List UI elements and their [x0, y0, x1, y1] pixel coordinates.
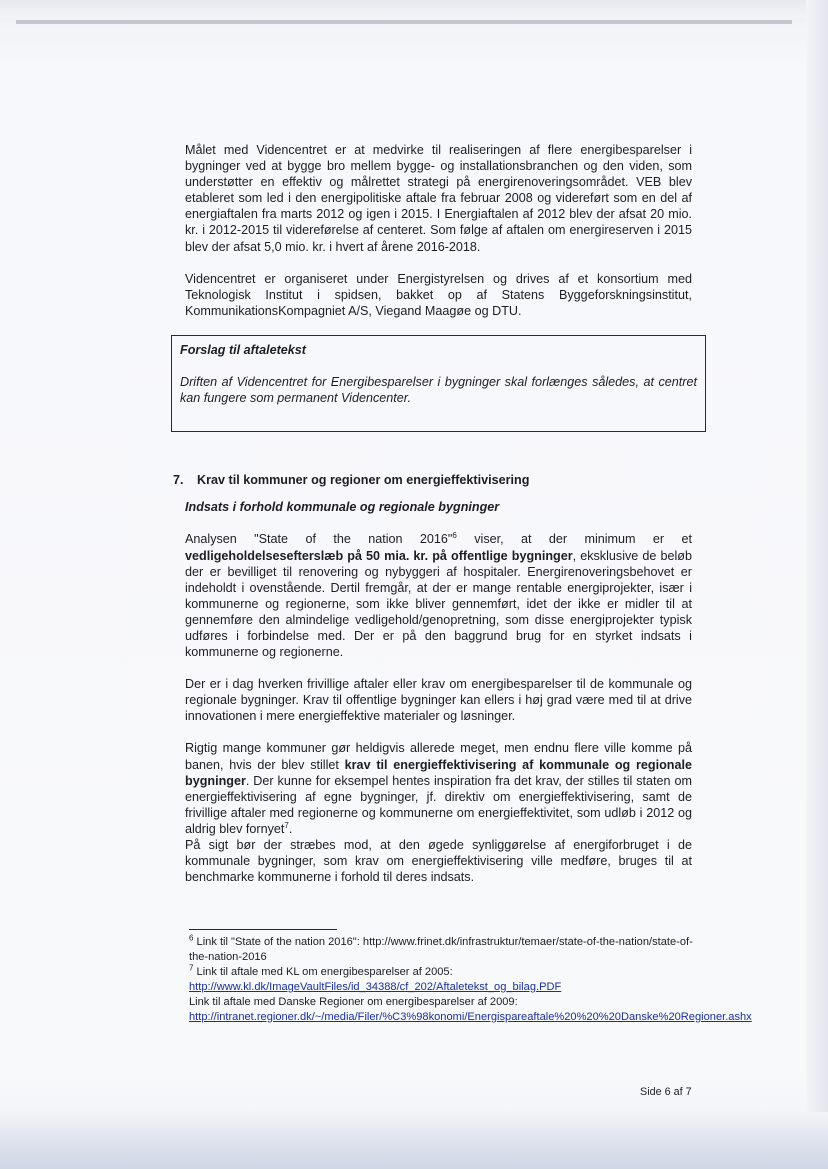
paragraph-benchmark: På sigt bør der stræbes mod, at den øgede synliggørelse af energiforbruget i de kommunale bygninger, som krav om energieffektivisering ville medføre, bruges til at benchmarke kommunerne i forhold til deres indsats.	[185, 838, 692, 885]
proposal-title: Forslag til aftaletekst	[180, 342, 306, 357]
paragraph-analysis	[185, 531, 692, 660]
footnote-separator	[189, 929, 337, 930]
section-subheading: Indsats i forhold kommunale og regionale bygninger	[185, 500, 500, 515]
section-heading	[173, 472, 692, 488]
proposal-box	[171, 335, 706, 432]
requirements-text-start: Rigtig mange kommuner gør heldigvis allerede meget, men endnu flere ville komme på banen, hvis der blev stillet	[185, 741, 692, 772]
scan-right-edge	[806, 0, 828, 1169]
proposal-body: Driften af Videncentret for Energibesparelser i bygninger skal forlænges således, at centret kan fungere som permanent Videncenter.	[180, 375, 697, 406]
link-regions-agreement[interactable]: http://intranet.regioner.dk/~/media/Filer/%C3%98konomi/Energispareaftale%20%20%20Danske%20Regioner.ashx	[189, 1011, 752, 1023]
paragraph-requirements	[185, 740, 692, 837]
link-kl-agreement[interactable]: http://www.kl.dk/ImageVaultFiles/id_34388/cf_202/Aftaletekst_og_bilag.PDF	[189, 981, 562, 993]
analysis-text-start: Analysen "State of the nation 2016"	[185, 532, 453, 547]
paragraph-goal: Målet med Videncentret er at medvirke til realiseringen af flere energibesparelser i bygninger ved at bygge bro mellem bygge- og installationsbranchen og den viden, som understøtter en effektiv og målrettet strategi på energirenoveringsområdet. VEB blev etableret som led i den energipolitiske aftale fra februar 2008 og videreført som en del af energiaftalen fra marts 2012 og igen i 2015. I Energiaftalen af 2012 blev der afsat 20 mio. kr. i 2012-2015 til videreførelse af centeret. Som følge af aftalen om energireserven i 2015 blev der afsat 5,0 mio. kr. i hvert af årene 2016-2018.	[185, 143, 692, 254]
body-content	[173, 142, 697, 901]
section-number: 7.	[173, 473, 184, 488]
scan-top-line	[16, 20, 792, 24]
footnote-7-text-regions: Link til aftale med Danske Regioner om energibesparelser af 2009:	[189, 996, 518, 1008]
footnote-7-link-regions	[189, 1010, 752, 1025]
section-title: Krav til kommuner og regioner om energieffektivisering	[197, 473, 530, 488]
footnote-ref-6[interactable]: 6	[452, 531, 457, 541]
footnote-7-text: Link til aftale med KL om energibesparelser af 2005:	[193, 966, 453, 978]
analysis-text-mid: viser, at der minimum er et	[456, 532, 692, 547]
scan-top-shading	[0, 0, 828, 18]
requirements-bold: krav til energieffektivisering af kommunale og regionale bygninger	[185, 757, 692, 788]
footnote-7-link-kl	[189, 980, 699, 995]
footnote-6	[189, 935, 699, 965]
footnotes	[189, 933, 752, 1025]
paragraph-organisation: Videncentret er organiseret under Energistyrelsen og drives af et konsortium med Teknologisk Institut i spidsen, bakket op af Statens Byggeforskningsinstitut, KommunikationsKompagniet A/S, Viegand Maagøe og DTU.	[185, 271, 692, 318]
footnote-7-mark: 7	[189, 963, 194, 973]
footnote-7	[189, 965, 699, 980]
requirements-text-mid: . Der kunne for eksempel hentes inspiration fra det krav, der stilles til staten om energieffektivisering af egne bygninger, jf. direktiv om energieffektivisering, samt de frivillige aftaler med regionerne og kommunerne om energieffektivitet, som udløb i 2012 og aldrig blev fornyet	[185, 773, 692, 836]
analysis-bold: vedligeholdelsesefterslæb på 50 mia. kr. på offentlige bygninger	[185, 548, 573, 563]
page-number: Side 6 af 7	[640, 1086, 692, 1098]
footnote-ref-7[interactable]: 7	[284, 820, 289, 830]
paragraph-no-agreements: Der er i dag hverken frivillige aftaler eller krav om energibesparelser til de kommunale og regionale bygninger. Krav til offentlige bygninger kan ellers i høj grad være med til at drive innovationen i mere energieffektive materialer og løsninger.	[185, 677, 692, 724]
footnote-6-text: Link til "State of the nation 2016": http://www.frinet.dk/infrastruktur/temaer/state-of-the-nation/state-of-the-nation-2016	[189, 936, 693, 963]
analysis-text-end: , eksklusive de beløb der er bevilliget til renovering og nybyggeri af hospitaler. Energirenoveringsbehovet er indeholdt i ovenstående. Dertil fremgår, at der er mange rentable energiprojekter, især i kommunerne og regionerne, som ikke bliver gennemført, idet der ikke er midler til at gennemføre den almindelige vedligehold/genopretning, som disse energiprojekter typisk udføres i forbindelse med. Der er på den baggrund brug for en styrket indsats i kommunerne og regionerne.	[185, 548, 692, 660]
scan-bottom-shading	[0, 1112, 828, 1169]
requirements-text-end: .	[288, 821, 293, 836]
footnote-6-mark: 6	[189, 933, 194, 943]
